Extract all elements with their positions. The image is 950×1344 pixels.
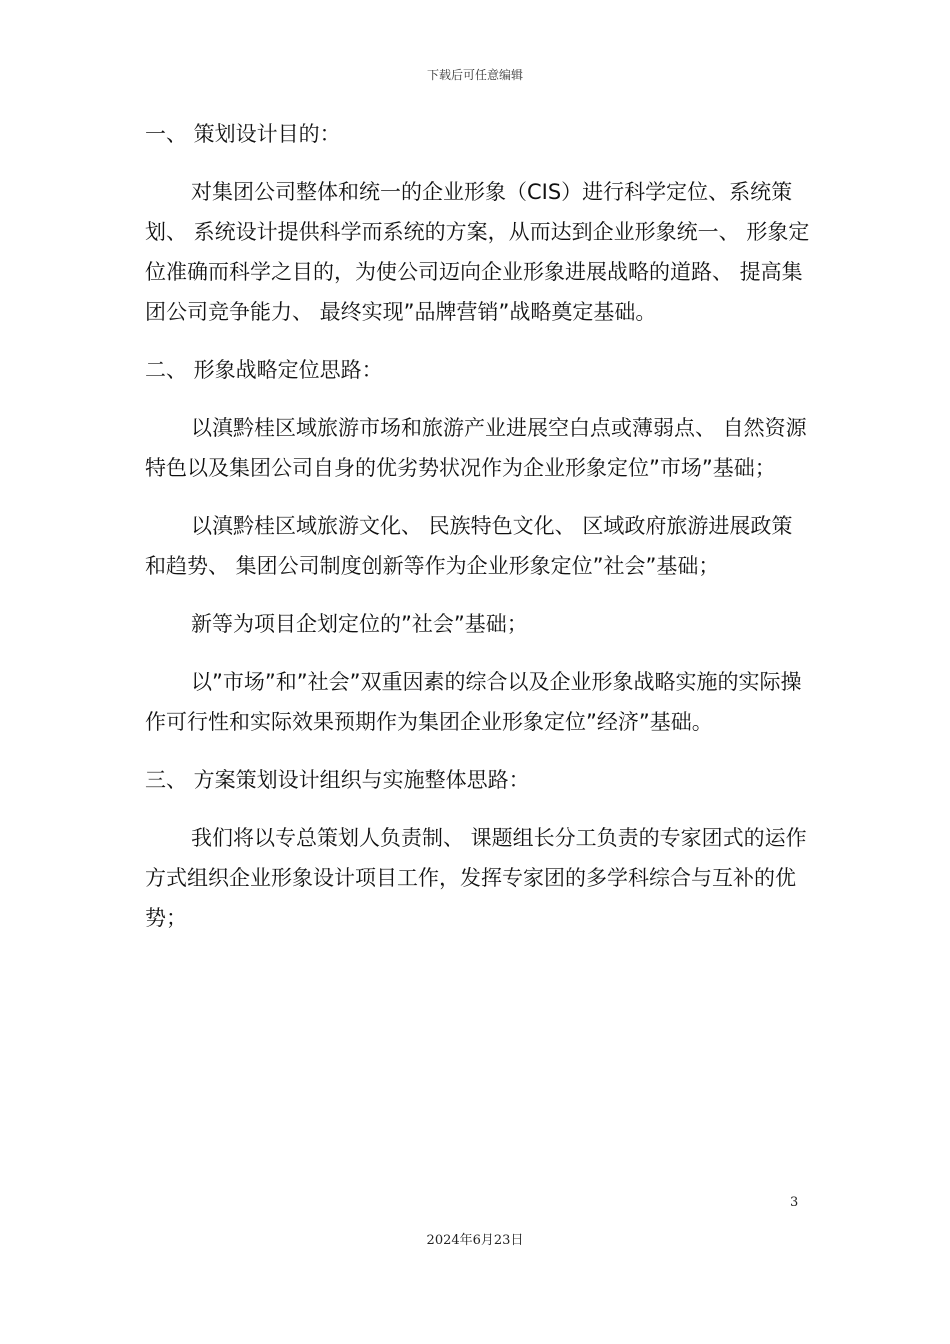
page-number: 3 xyxy=(790,1195,799,1210)
section-3-paragraph: 我们将以专总策划人负责制、 课题组长分工负责的专家团式的运作方式组织企业形象设计项目工作，发挥专家团的多学科综合与互补的优势； xyxy=(145,826,807,930)
section-2-paragraph-3: 新等为项目企划定位的”社会”基础； xyxy=(191,612,528,636)
section-2-paragraph-4: 以”市场”和”社会”双重因素的综合以及企业形象战略实施的实际操作可行性和实际效果预期作为集团企业形象定位”经济”基础。 xyxy=(145,670,802,734)
section-1-paragraph: 对集团公司整体和统一的企业形象（CIS）进行科学定位、系统策划、 系统设计提供科学而系统的方案，从而达到企业形象统一、 形象定位准确而科学之目的，为使公司迈向企业形象进展战略的道路、 提高集团公司竞争能力、 最终实现”品牌营销”战略奠定基础。 xyxy=(145,180,810,324)
document-body xyxy=(145,114,810,938)
page-header: 下载后可任意编辑 xyxy=(426,68,523,82)
footer-date: 2024年6月23日 xyxy=(426,1233,524,1248)
section-2-paragraph-1: 以滇黔桂区域旅游市场和旅游产业进展空白点或薄弱点、 自然资源特色以及集团公司自身的优劣势状况作为企业形象定位”市场”基础； xyxy=(145,416,807,480)
section-2-heading: 二、 形象战略定位思路： xyxy=(145,358,383,382)
section-3-heading: 三、 方案策划设计组织与实施整体思路： xyxy=(145,768,530,792)
section-1-heading: 一、 策划设计目的： xyxy=(145,122,341,146)
section-2-paragraph-2: 以滇黔桂区域旅游文化、 民族特色文化、 区域政府旅游进展政策和趋势、 集团公司制度创新等作为企业形象定位”社会”基础； xyxy=(145,514,793,578)
